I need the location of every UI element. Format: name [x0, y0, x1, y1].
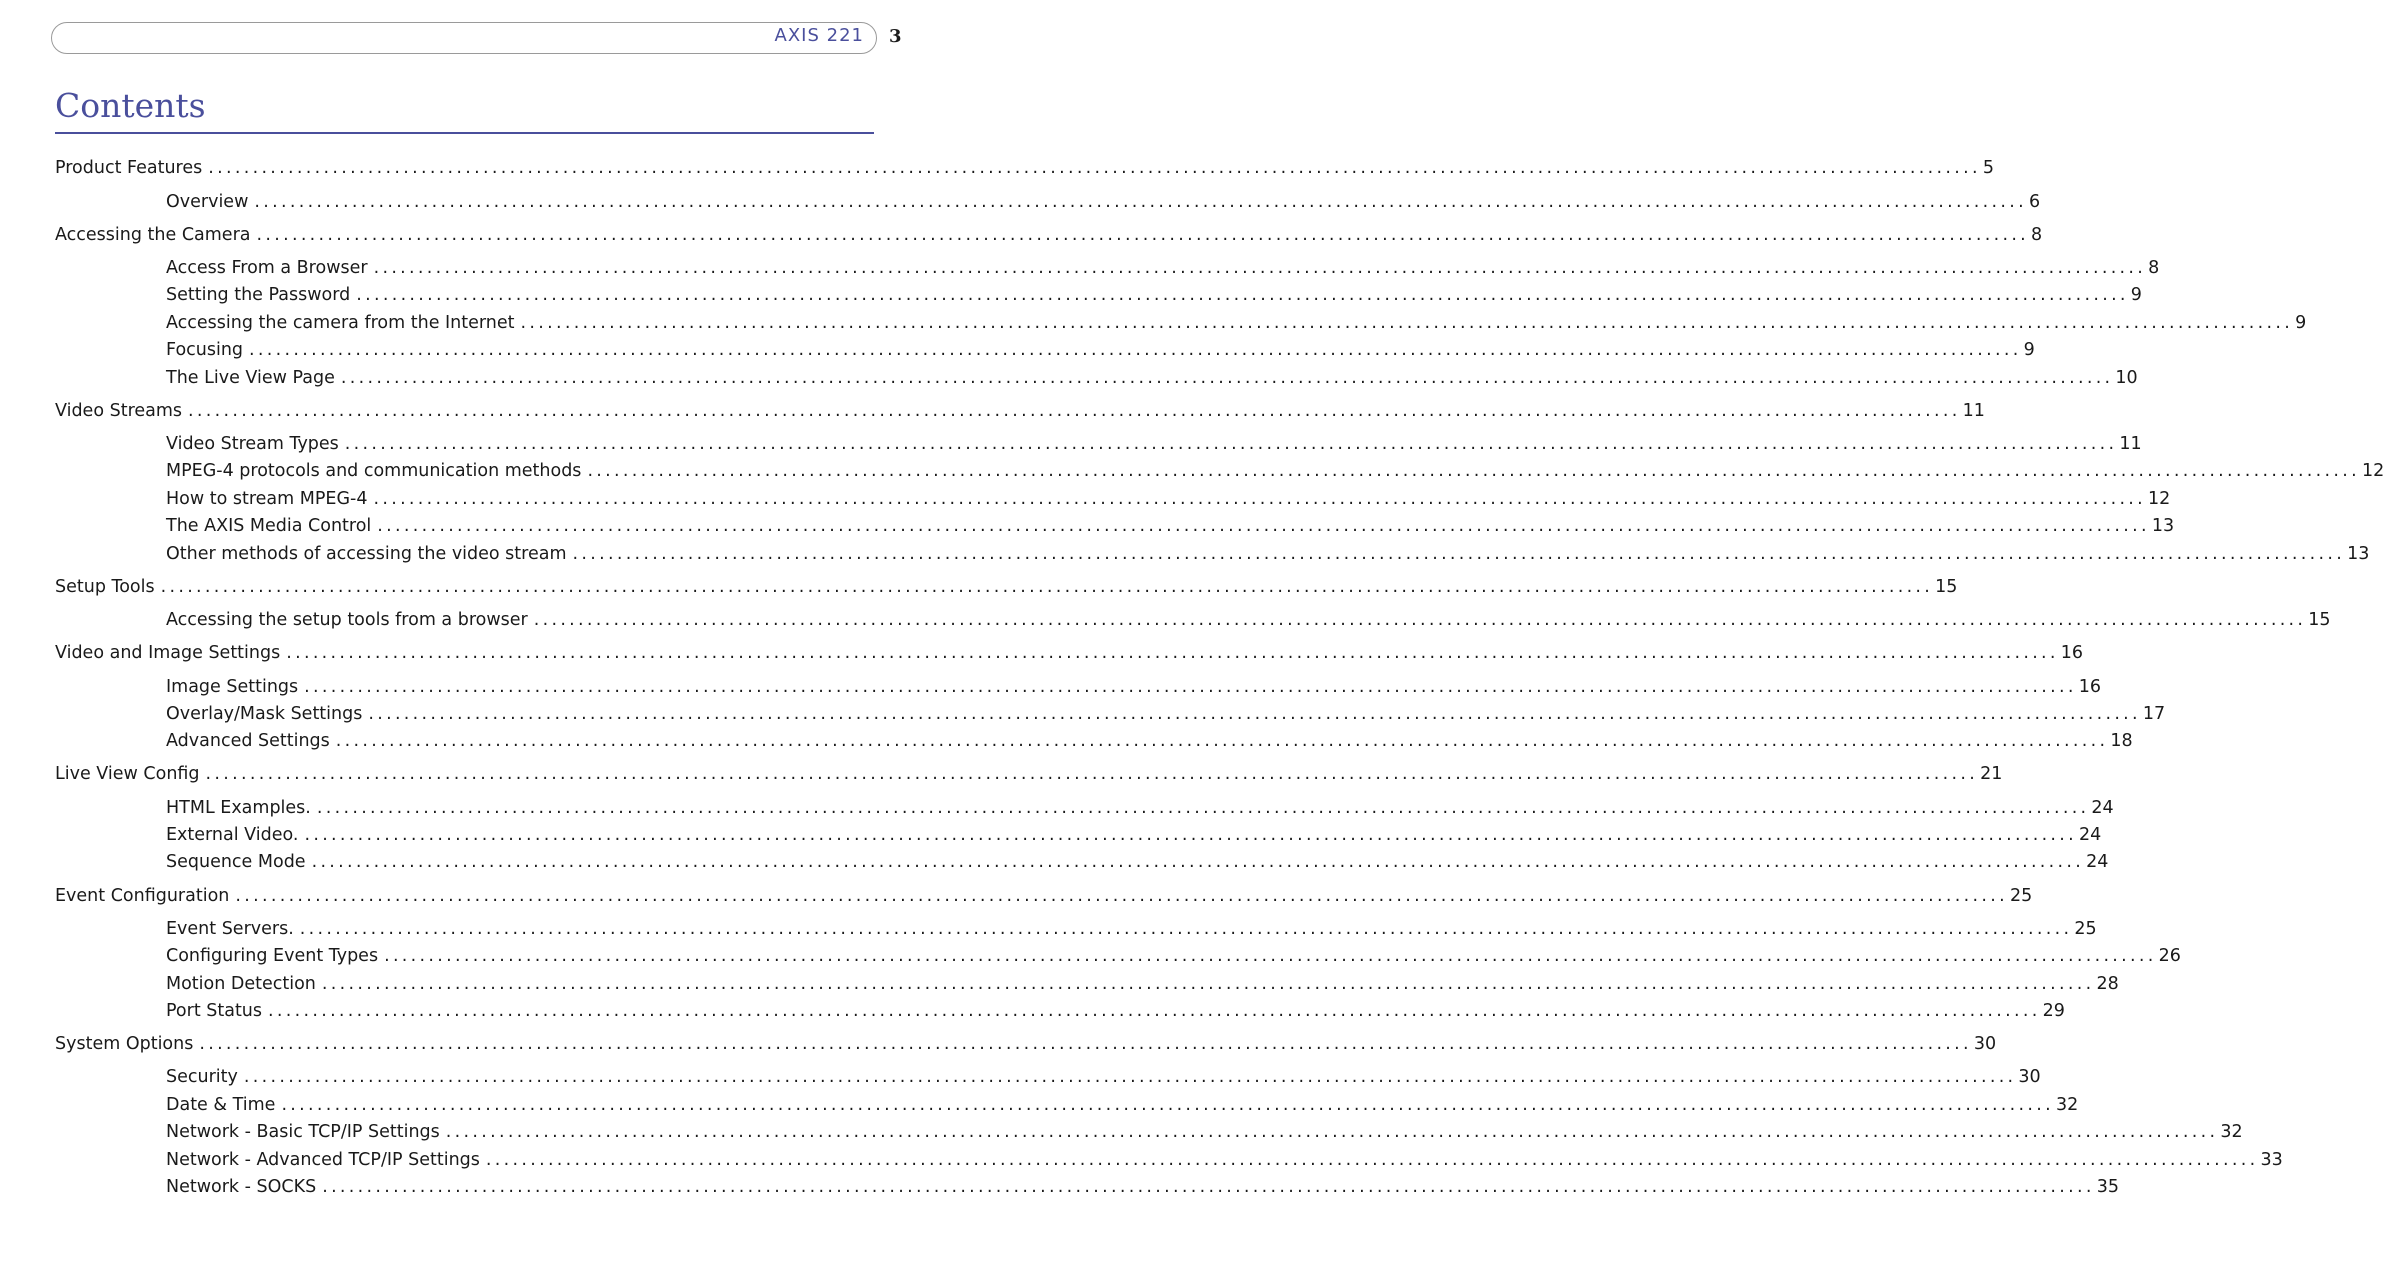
toc-entry-title: The AXIS Media Control [166, 516, 372, 536]
toc-section-entry[interactable] [166, 797, 2114, 819]
dot-leader: ........................................................................................................................................................................................................ [321, 974, 2095, 994]
toc-entry-title: Event Configuration [55, 886, 230, 906]
toc-entry-page: 9 [2295, 313, 2307, 333]
toc-entry-title: Overlay/Mask Settings [166, 704, 363, 724]
toc-entry-title: Access From a Browser [166, 258, 368, 278]
toc-entry-title: Accessing the setup tools from a browser [166, 610, 528, 630]
toc-entry-title: Video Stream Types [166, 434, 339, 454]
dot-leader: ........................................................................................................................................................................................................ [335, 731, 2109, 751]
toc-entry-title: System Options [55, 1034, 194, 1054]
toc-chapter-entry[interactable] [55, 576, 1958, 598]
toc-section-entry[interactable] [166, 312, 2307, 334]
dot-leader: ........................................................................................................................................................................................................ [373, 489, 2147, 509]
toc-section-entry[interactable] [166, 543, 2370, 565]
toc-section-entry[interactable] [166, 1094, 2079, 1116]
toc-entry-title: Network - SOCKS [166, 1177, 317, 1197]
toc-section-entry[interactable] [166, 730, 2133, 752]
toc-entry-title: Image Settings [166, 677, 299, 697]
toc-entry-page: 26 [2158, 946, 2181, 966]
dot-leader: ........................................................................................................................................................................................................ [281, 1095, 2054, 1115]
toc-entry-page: 35 [2096, 1177, 2120, 1197]
page-number: 3 [889, 26, 902, 47]
toc-entry-title: How to stream MPEG-4 [166, 489, 368, 509]
dot-leader: ........................................................................................................................................................................................................ [205, 764, 1979, 784]
toc-entry-page: 30 [1973, 1034, 1997, 1054]
page-title: Contents [55, 86, 206, 125]
toc-section-entry[interactable] [166, 191, 2041, 213]
dot-leader: ........................................................................................................................................................................................................ [208, 158, 1981, 178]
toc-section-entry[interactable] [166, 339, 2035, 361]
toc-section-entry[interactable] [166, 851, 2109, 873]
toc-entry-page: 33 [2260, 1150, 2283, 1170]
toc-section-entry[interactable] [166, 1149, 2283, 1171]
dot-leader: ........................................................................................................................................................................................................ [304, 825, 2078, 845]
toc-chapter-entry[interactable] [55, 157, 1994, 179]
toc-entry-title: Focusing [166, 340, 244, 360]
toc-entry-title: The Live View Page [166, 368, 335, 388]
dot-leader: ........................................................................................................................................................................................................ [199, 1034, 1972, 1054]
toc-section-entry[interactable] [166, 1121, 2243, 1143]
toc-entry-page: 8 [2031, 225, 2043, 245]
toc-entry-title: Configuring Event Types [166, 946, 379, 966]
toc-section-entry[interactable] [166, 945, 2181, 967]
dot-leader: ........................................................................................................................................................................................................ [254, 192, 2027, 212]
toc-section-entry[interactable] [166, 703, 2166, 725]
dot-leader: ........................................................................................................................................................................................................ [344, 434, 2118, 454]
dot-leader: ........................................................................................................................................................................................................ [316, 798, 2090, 818]
toc-section-entry[interactable] [166, 1066, 2041, 1088]
toc-section-entry[interactable] [166, 460, 2384, 482]
toc-entry-page: 32 [2220, 1122, 2243, 1142]
toc-entry-page: 10 [2115, 368, 2138, 388]
toc-section-entry[interactable] [166, 1176, 2120, 1198]
dot-leader: ........................................................................................................................................................................................................ [243, 1067, 2017, 1087]
toc-section-entry[interactable] [166, 918, 2097, 940]
dot-leader: ........................................................................................................................................................................................................ [520, 313, 2294, 333]
toc-entry-page: 24 [2086, 852, 2109, 872]
toc-entry-page: 9 [2023, 340, 2035, 360]
toc-entry-page: 32 [2055, 1095, 2079, 1115]
toc-entry-page: 5 [1982, 158, 1994, 178]
toc-entry-title: Video Streams [55, 401, 183, 421]
toc-entry-title: Accessing the camera from the Internet [166, 313, 515, 333]
dot-leader: ........................................................................................................................................................................................................ [311, 852, 2085, 872]
toc-entry-title: Port Status [166, 1001, 263, 1021]
toc-section-entry[interactable] [166, 824, 2102, 846]
dot-leader: ........................................................................................................................................................................................................ [235, 886, 2008, 906]
toc-entry-page: 30 [2018, 1067, 2041, 1087]
toc-entry-page: 6 [2028, 192, 2041, 212]
toc-section-entry[interactable] [166, 676, 2101, 698]
toc-entry-title: External Video. [166, 825, 299, 845]
toc-entry-title: Video and Image Settings [55, 643, 281, 663]
dot-leader: ........................................................................................................................................................................................................ [587, 461, 2360, 481]
toc-section-entry[interactable] [166, 488, 2171, 510]
dot-leader: ........................................................................................................................................................................................................ [188, 401, 1961, 421]
dot-leader: ........................................................................................................................................................................................................ [533, 610, 2307, 630]
toc-entry-page: 15 [1935, 577, 1958, 597]
toc-entry-page: 16 [2060, 643, 2084, 663]
toc-entry-title: Advanced Settings [166, 731, 330, 751]
dot-leader: ........................................................................................................................................................................................................ [304, 677, 2077, 697]
toc-entry-title: HTML Examples. [166, 798, 311, 818]
dot-leader: ........................................................................................................................................................................................................ [356, 285, 2129, 305]
dot-leader: ........................................................................................................................................................................................................ [268, 1001, 2041, 1021]
toc-entry-page: 25 [2074, 919, 2097, 939]
toc-entry-title: MPEG-4 protocols and communication methods [166, 461, 582, 481]
toc-section-entry[interactable] [166, 433, 2142, 455]
dot-leader: ........................................................................................................................................................................................................ [377, 516, 2150, 536]
toc-chapter-entry[interactable] [55, 1033, 1997, 1055]
dot-leader: ........................................................................................................................................................................................................ [340, 368, 2114, 388]
toc-entry-title: Setup Tools [55, 577, 155, 597]
toc-entry-title: Security [166, 1067, 238, 1087]
toc-entry-title: Date & Time [166, 1095, 276, 1115]
toc-entry-page: 29 [2042, 1001, 2065, 1021]
toc-entry-page: 15 [2308, 610, 2331, 630]
dot-leader: ........................................................................................................................................................................................................ [373, 258, 2147, 278]
toc-entry-title: Setting the Password [166, 285, 351, 305]
toc-section-entry[interactable] [166, 1000, 2065, 1022]
dot-leader: ........................................................................................................................................................................................................ [322, 1177, 2095, 1197]
toc-section-entry[interactable] [166, 257, 2160, 279]
toc-section-entry[interactable] [166, 367, 2138, 389]
dot-leader: ........................................................................................................................................................................................................ [256, 225, 2030, 245]
dot-leader: ........................................................................................................................................................................................................ [485, 1150, 2259, 1170]
toc-entry-page: 24 [2091, 798, 2114, 818]
toc-chapter-entry[interactable] [55, 763, 2003, 785]
toc-section-entry[interactable] [166, 515, 2175, 537]
dot-leader: ........................................................................................................................................................................................................ [445, 1122, 2219, 1142]
toc-entry-page: 8 [2148, 258, 2160, 278]
toc-chapter-entry[interactable] [55, 224, 2043, 246]
dot-leader: ........................................................................................................................................................................................................ [286, 643, 2059, 663]
product-name: AXIS 221 [774, 25, 864, 46]
toc-entry-page: 13 [2347, 544, 2370, 564]
toc-entry-page: 18 [2110, 731, 2133, 751]
toc-entry-page: 12 [2361, 461, 2384, 481]
toc-entry-title: Product Features [55, 158, 203, 178]
toc-entry-page: 24 [2079, 825, 2102, 845]
toc-entry-title: Network - Basic TCP/IP Settings [166, 1122, 440, 1142]
toc-entry-page: 21 [1980, 764, 2003, 784]
toc-entry-page: 13 [2151, 516, 2175, 536]
toc-section-entry[interactable] [166, 284, 2142, 306]
toc-section-entry[interactable] [166, 609, 2331, 631]
toc-entry-title: Sequence Mode [166, 852, 306, 872]
dot-leader: ........................................................................................................................................................................................................ [299, 919, 2073, 939]
toc-entry-page: 25 [2009, 886, 2033, 906]
toc-entry-page: 17 [2142, 704, 2166, 724]
dot-leader: ........................................................................................................................................................................................................ [572, 544, 2346, 564]
dot-leader: ........................................................................................................................................................................................................ [160, 577, 1934, 597]
toc-entry-title: Motion Detection [166, 974, 316, 994]
toc-entry-page: 16 [2078, 677, 2101, 697]
toc-entry-title: Accessing the Camera [55, 225, 251, 245]
toc-chapter-entry[interactable] [55, 642, 2084, 664]
toc-entry-page: 12 [2148, 489, 2171, 509]
toc-entry-title: Live View Config [55, 764, 200, 784]
toc-chapter-entry[interactable] [55, 885, 2033, 907]
toc-entry-page: 11 [2119, 434, 2142, 454]
dot-leader: ........................................................................................................................................................................................................ [368, 704, 2141, 724]
toc-entry-title: Network - Advanced TCP/IP Settings [166, 1150, 480, 1170]
dot-leader: ........................................................................................................................................................................................................ [384, 946, 2157, 966]
toc-entry-page: 9 [2130, 285, 2142, 305]
toc-entry-page: 28 [2096, 974, 2119, 994]
toc-entry-title: Other methods of accessing the video stream [166, 544, 567, 564]
toc-section-entry[interactable] [166, 973, 2119, 995]
toc-entry-page: 11 [1962, 401, 1985, 421]
toc-chapter-entry[interactable] [55, 400, 1985, 422]
toc-entry-title: Overview [166, 192, 249, 212]
dot-leader: ........................................................................................................................................................................................................ [249, 340, 2022, 360]
toc-entry-title: Event Servers. [166, 919, 294, 939]
